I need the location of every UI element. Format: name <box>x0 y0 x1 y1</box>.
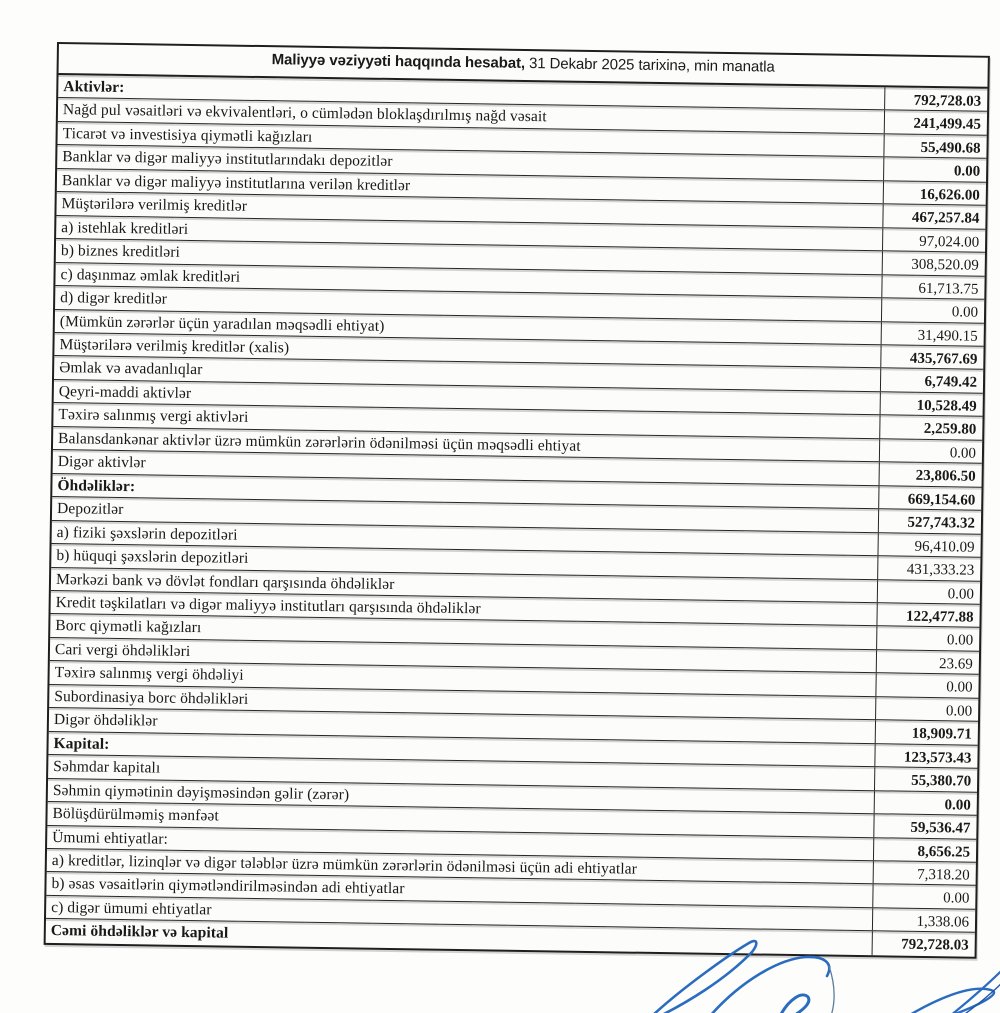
row-label: c) digər ümumi ehtiyatlar <box>46 896 873 931</box>
row-value: 10,528.49 <box>916 397 977 415</box>
row-label: Banklar və digər maliyyə institutlarına verilən kreditlər <box>57 169 884 204</box>
row-value: 527,743.32 <box>907 514 976 532</box>
row-label: c) daşınmaz əmlak kreditləri <box>55 263 882 298</box>
row-label: Balansdankənar aktivlər üzrə mümkün zərərlərin ödənilməsi üçün məqsədli ehtiyat <box>53 427 880 462</box>
row-label: Banklar və digər maliyyə institutlarındakı depozitlər <box>57 145 884 180</box>
row-value: 431,333.23 <box>906 561 975 579</box>
row-value: 0.00 <box>946 632 974 650</box>
row-label: (Mümkün zərərlər üçün yaradılan məqsədli ehtiyat) <box>55 310 882 345</box>
row-label: Səhmin qiymətinin dəyişməsindən gəlir (zərər) <box>48 779 875 814</box>
row-value: 2,259.80 <box>923 421 977 439</box>
row-label: Digər öhdəliklər <box>49 708 876 743</box>
row-label: Cəmi öhdəliklər və kapital <box>46 919 873 955</box>
row-label: Əmlak və avadanlıqlar <box>54 356 881 391</box>
row-value: 123,573.43 <box>903 749 972 767</box>
table-title-date: 31 Dekabr 2025 tarixinə, min manatla <box>524 54 775 76</box>
row-value: 669,154.60 <box>907 491 976 509</box>
row-label: Depozitlər <box>52 497 879 532</box>
table-title-main: Maliyyə vəziyyəti haqqında hesabat, <box>271 51 526 72</box>
row-label: Ümumi ehtiyatlar: <box>47 825 874 860</box>
row-label: b) hüquqi şəxslərin depozitləri <box>51 544 878 579</box>
row-value: 0.00 <box>949 445 977 462</box>
row-value: 59,536.47 <box>910 819 971 837</box>
row-label: Digər aktivlər <box>53 450 880 485</box>
row-value: 16,626.00 <box>919 186 980 204</box>
row-label: a) kreditlər, lizinqlər və digər tələblər üzrə mümkün zərərlərin ödənilməsi üçün adi ehtiyatlar <box>47 849 874 884</box>
row-value: 0.00 <box>951 304 979 321</box>
row-label: Müştərilərə verilmiş kreditlər (xalis) <box>54 333 881 368</box>
row-value: 8,656.25 <box>917 843 971 861</box>
row-value: 55,380.70 <box>911 772 972 790</box>
row-value: 0.00 <box>947 585 975 603</box>
row-label: Kapital: <box>48 732 875 767</box>
row-label: Təxirə salınmış vergi öhdəliyi <box>49 661 876 696</box>
row-label: Qeyri-maddi aktivlər <box>54 380 881 415</box>
row-label: b) əsas vəsaitlərin qiymətləndirilməsindən adi ehtiyatlar <box>46 872 873 907</box>
row-label: Kredit təşkilatları və digər maliyyə institutları qarşısında öhdəliklər <box>51 591 878 626</box>
row-value: 23,806.50 <box>915 468 976 485</box>
row-label: a) fiziki şəxslərin depozitləri <box>52 521 879 556</box>
row-label: Bölüşdürülməmiş mənfəət <box>47 802 874 837</box>
row-value: 7,318.20 <box>917 866 970 884</box>
row-label: Subordinasiya borc öhdəlikləri <box>49 685 876 720</box>
row-label: d) digər kreditlər <box>55 286 882 321</box>
row-label: Müştərilərə verilmiş kreditlər <box>56 192 883 227</box>
row-value: 792,728.03 <box>901 936 969 954</box>
row-value: 96,410.09 <box>914 538 975 556</box>
row-label: Təxirə salınmış vergi aktivləri <box>53 403 880 438</box>
financial-statement-table <box>44 42 990 959</box>
row-label: Mərkəzi bank və dövlət fondları qarşısında öhdəliklər <box>51 567 878 602</box>
row-label: Səhmdar kapitalı <box>48 755 875 790</box>
row-value: 6,749.42 <box>924 374 978 392</box>
row-value: 241,499.45 <box>913 116 981 134</box>
row-label: Nağd pul vəsaitləri və ekvivalentləri, o cümlədən bloklaşdırılmış nağd vəsait <box>58 98 885 133</box>
row-value: 435,767.69 <box>909 350 978 368</box>
row-label: Öhdəliklər: <box>52 474 879 509</box>
row-value: 0.00 <box>943 890 970 908</box>
row-value: 0.00 <box>946 679 973 696</box>
row-value: 31,490.15 <box>917 327 978 345</box>
row-value: 1,338.06 <box>916 913 970 931</box>
row-label: b) biznes kreditləri <box>56 239 883 274</box>
row-label: a) istehlak kreditləri <box>56 216 883 251</box>
row-value: 308,520.09 <box>911 256 979 274</box>
row-value: 61,713.75 <box>918 280 979 298</box>
row-value: 0.00 <box>945 703 973 720</box>
row-value: 122,477.88 <box>905 608 974 626</box>
row-value: 55,490.68 <box>920 139 981 157</box>
row-value: 792,728.03 <box>913 92 982 110</box>
row-value: 0.00 <box>953 163 981 181</box>
rows-container <box>46 75 988 956</box>
row-value: 18,909.71 <box>911 725 972 743</box>
row-label: Ticarət və investisiya qiymətli kağızları <box>57 122 884 157</box>
row-value: 23.69 <box>939 656 973 673</box>
row-label: Aktivlər: <box>58 75 885 110</box>
signature <box>610 928 1000 1013</box>
row-label: Borc qiymətli kağızları <box>50 614 877 649</box>
row-value: 0.00 <box>944 796 971 814</box>
row-value: 467,257.84 <box>911 209 980 227</box>
row-label: Cari vergi öhdəlikləri <box>50 638 877 673</box>
row-value: 97,024.00 <box>919 233 980 251</box>
